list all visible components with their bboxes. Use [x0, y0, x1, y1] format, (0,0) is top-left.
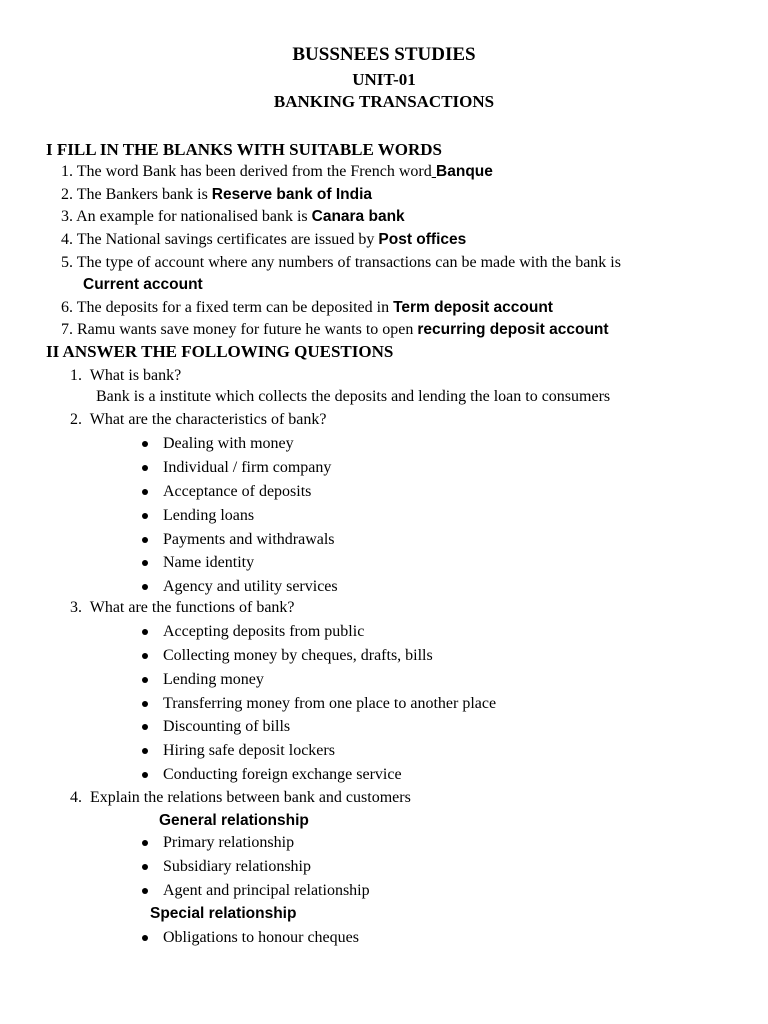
item-number: 4. — [61, 231, 73, 248]
list-item: Agent and principal relationship — [163, 882, 370, 899]
item-text: The Bankers bank is — [76, 186, 208, 203]
bullet-icon — [142, 629, 148, 635]
fill-item — [61, 298, 553, 318]
item-answer: Term deposit account — [393, 299, 553, 316]
item-text: The National savings certificates are issued by — [76, 231, 375, 248]
item-answer: recurring deposit account — [417, 321, 609, 338]
list-item: Accepting deposits from public — [163, 623, 365, 640]
list-item: Subsidiary relationship — [163, 858, 311, 875]
question-number: 3. — [70, 599, 82, 616]
question-number: 2. — [70, 411, 82, 428]
list-item: Transferring money from one place to another place — [163, 695, 497, 712]
bullet-icon — [142, 701, 148, 707]
list-item: Agency and utility services — [163, 578, 338, 595]
fill-item — [61, 320, 609, 340]
document-subject: BUSSNEES STUDIES — [292, 44, 476, 65]
item-text: The type of account where any numbers of transactions can be made with the bank is — [76, 254, 621, 271]
item-text: Ramu wants save money for future he wants to open — [77, 321, 414, 338]
subheading-special-relationship: Special relationship — [150, 905, 297, 922]
question — [70, 598, 295, 618]
list-item: Obligations to honour cheques — [163, 929, 359, 946]
section-answer-questions-title: II ANSWER THE FOLLOWING QUESTIONS — [46, 342, 394, 361]
question-number: 4. — [70, 789, 82, 806]
item-number: 2. — [61, 186, 73, 203]
list-item: Lending money — [163, 671, 264, 688]
item-number: 3. — [61, 208, 73, 225]
item-number: 5. — [61, 254, 73, 271]
bullet-icon — [142, 560, 148, 566]
bullet-icon — [142, 584, 148, 590]
fill-item — [61, 162, 493, 182]
bullet-icon — [142, 935, 148, 941]
item-answer: Current account — [83, 276, 203, 293]
question — [70, 410, 326, 430]
bullet-icon — [142, 441, 148, 447]
fill-item — [61, 207, 405, 227]
question-text: What is bank? — [89, 367, 182, 384]
question — [70, 788, 411, 808]
item-number: 6. — [61, 299, 73, 316]
question-text: What are the characteristics of bank? — [89, 411, 327, 428]
question-answer: Bank is a institute which collects the deposits and lending the loan to consumers — [96, 388, 611, 405]
document-topic: BANKING TRANSACTIONS — [273, 92, 495, 111]
bullet-icon — [142, 840, 148, 846]
item-text: An example for nationalised bank is — [76, 208, 308, 225]
bullet-icon — [142, 677, 148, 683]
bullet-icon — [142, 653, 148, 659]
bullet-icon — [142, 489, 148, 495]
bullet-icon — [142, 888, 148, 894]
item-number: 1. — [61, 163, 73, 180]
bullet-icon — [142, 748, 148, 754]
list-item: Discounting of bills — [163, 718, 291, 735]
document-unit: UNIT-01 — [352, 70, 416, 89]
question-text: Explain the relations between bank and customers — [90, 789, 411, 806]
bullet-icon — [142, 465, 148, 471]
question-number: 1. — [70, 367, 82, 384]
fill-item — [61, 253, 621, 273]
bullet-icon — [142, 537, 148, 543]
bullet-icon — [142, 513, 148, 519]
list-item: Dealing with money — [163, 435, 294, 452]
list-item: Lending loans — [163, 507, 255, 524]
list-item: Acceptance of deposits — [163, 483, 312, 500]
fill-item — [61, 185, 372, 205]
subheading-general-relationship: General relationship — [159, 812, 309, 829]
list-item: Collecting money by cheques, drafts, bills — [163, 647, 433, 664]
item-answer: Reserve bank of India — [211, 186, 373, 203]
bullet-icon — [142, 772, 148, 778]
item-text: The deposits for a fixed term can be deposited in — [76, 299, 390, 316]
question — [70, 366, 181, 386]
question-text: What are the functions of bank? — [89, 599, 295, 616]
section-fill-blanks-title: I FILL IN THE BLANKS WITH SUITABLE WORDS — [46, 140, 443, 159]
list-item: Payments and withdrawals — [163, 531, 335, 548]
item-answer: Post offices — [378, 231, 467, 248]
bullet-icon — [142, 864, 148, 870]
item-number: 7. — [61, 321, 73, 338]
bullet-icon — [142, 724, 148, 730]
fill-item — [61, 230, 466, 250]
list-item: Hiring safe deposit lockers — [163, 742, 335, 759]
item-answer: Banque — [436, 163, 493, 180]
list-item: Individual / firm company — [163, 459, 332, 476]
item-text: The word Bank has been derived from the French word — [76, 163, 432, 180]
item-answer: Canara bank — [311, 208, 405, 225]
list-item: Name identity — [163, 554, 255, 571]
list-item: Conducting foreign exchange service — [163, 766, 402, 783]
list-item: Primary relationship — [163, 834, 295, 851]
